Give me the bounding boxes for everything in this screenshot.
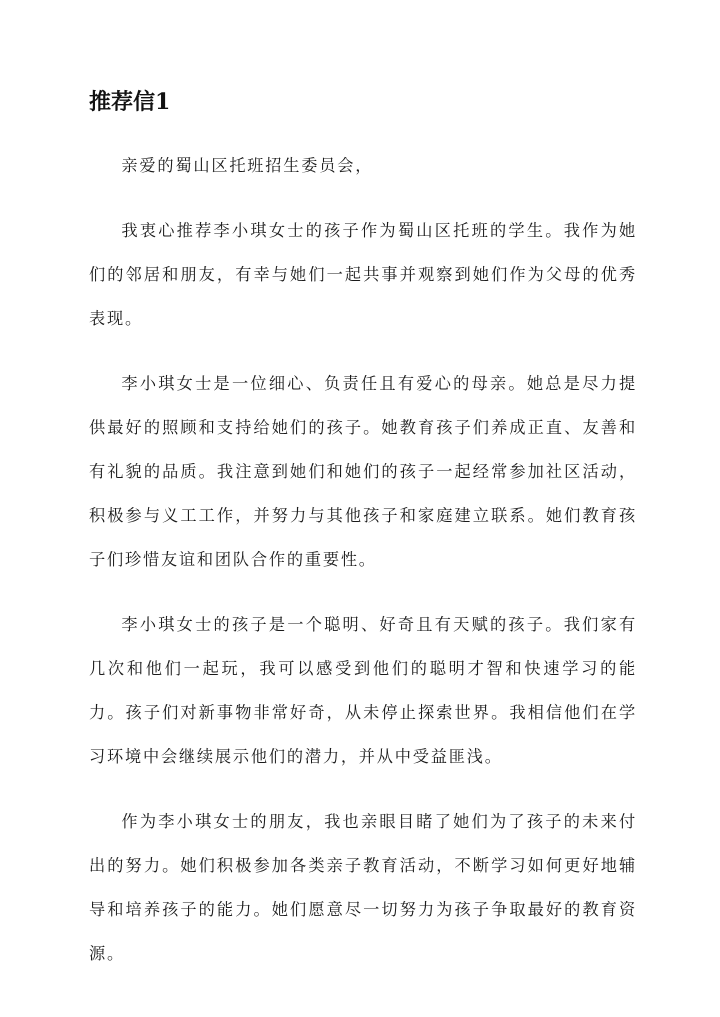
salutation: 亲爱的蜀山区托班招生委员会， [121, 156, 374, 175]
letter-body [89, 144, 637, 997]
document-title: 推荐信1 [89, 89, 171, 115]
paragraph: 李小琪女士是一位细心、负责任且有爱心的母亲。她总是尽力提供最好的照顾和支持给她们的孩子。她教育孩子们养成正直、友善和有礼貌的品质。我注意到她们和她们的孩子一起经常参加社区活动，积极参与义工工作，并努力与其他孩子和家庭建立联系。她们教育孩子们珍惜友谊和团队合作的重要性。 [89, 374, 637, 569]
paragraph: 李小琪女士的孩子是一个聪明、好奇且有天赋的孩子。我们家有几次和他们一起玩，我可以感受到他们的聪明才智和快速学习的能力。孩子们对新事物非常好奇，从未停止探索世界。我相信他们在学习环境中会继续展示他们的潜力，并从中受益匪浅。 [89, 615, 637, 766]
paragraph: 作为李小琪女士的朋友，我也亲眼目睹了她们为了孩子的未来付出的努力。她们积极参加各类亲子教育活动，不断学习如何更好地辅导和培养孩子的能力。她们愿意尽一切努力为孩子争取最好的教育资源。 [89, 812, 637, 963]
paragraph: 我衷心推荐李小琪女士的孩子作为蜀山区托班的学生。我作为她们的邻居和朋友，有幸与她们一起共事并观察到她们作为父母的优秀表现。 [89, 221, 637, 328]
